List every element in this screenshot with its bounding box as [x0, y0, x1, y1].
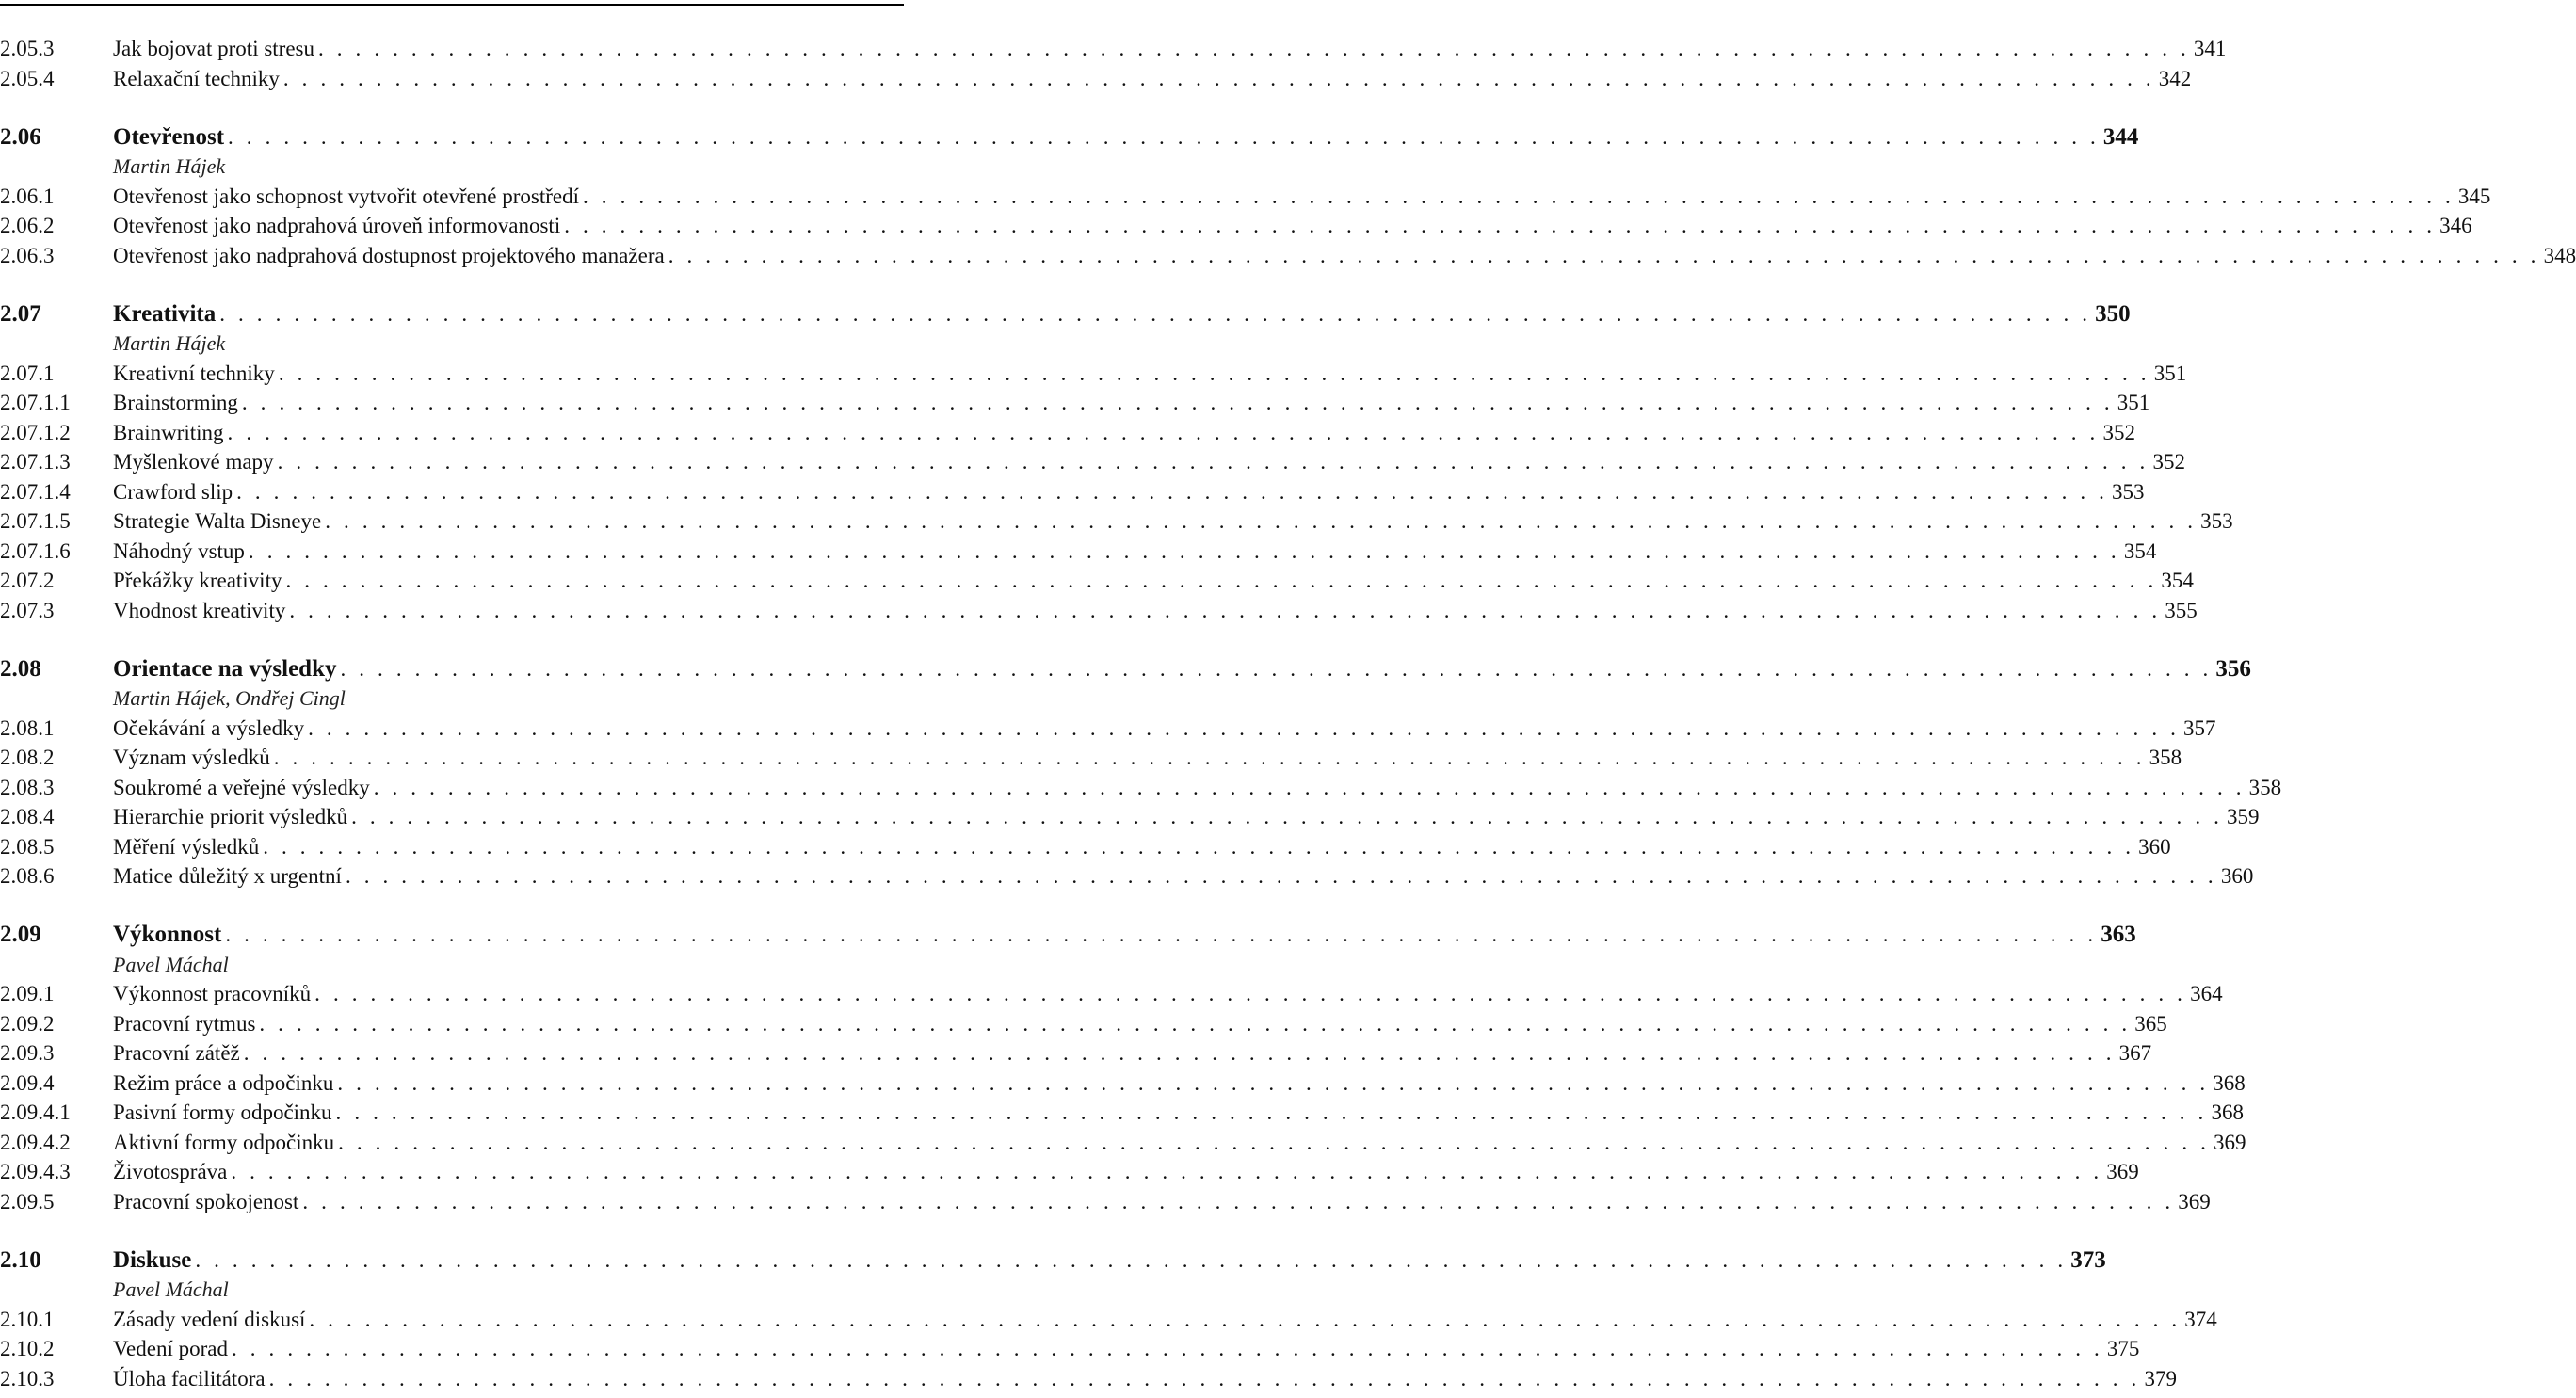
toc-page-number: 341 [2193, 37, 2227, 60]
toc-entry-title-line [113, 1128, 2246, 1158]
toc-entry-number: 2.06.2 [0, 214, 55, 237]
toc-entry-title-line [113, 537, 2157, 567]
toc-page-number: 373 [2070, 1246, 2106, 1273]
toc-leader-dots: . . . . . . . . . . . . . . . . . . . . . . . . . . . . . . . . . . . . . . . . . . . . . . . . . . . . . . . . . . . . . . . . . . . . . . . . . . . . . . . . . . . . . . . . . . . . . . . . . . . . . [373, 775, 2246, 799]
toc-entry-row [0, 506, 2233, 537]
toc-author: Martin Hájek [113, 331, 226, 355]
toc-entry-title-line [113, 329, 899, 359]
table-of-contents [0, 34, 2576, 1393]
toc-leader-dots: . . . . . . . . . . . . . . . . . . . . . . . . . . . . . . . . . . . . . . . . . . . . . . . . . . . . . . . . . . . . . . . . . . . . . . . . . . . . . . . . . . . . . . . . . . . . . . . . . . . . . [228, 124, 2100, 149]
toc-chapter-row [0, 1245, 2106, 1276]
toc-entry-row [0, 1038, 2152, 1069]
toc-entry-title: Diskuse [113, 1246, 192, 1273]
toc-entry-title: Význam výsledků [113, 746, 270, 769]
toc-leader-dots: . . . . . . . . . . . . . . . . . . . . . . . . . . . . . . . . . . . . . . . . . . . . . . . . . . . . . . . . . . . . . . . . . . . . . . . . . . . . . . . . . . . . . . . . . . . . . . . . . . . . . [243, 1041, 2116, 1065]
toc-entry-title: Matice důležitý x urgentní [113, 864, 342, 888]
toc-entry-row [0, 477, 2145, 507]
toc-entry-row [0, 1305, 2217, 1335]
toc-page-number: 354 [2123, 538, 2157, 563]
toc-entry-title: Otevřenost jako nadprahová dostupnost projektového manažera [113, 243, 665, 267]
toc-entry-title-line [113, 1069, 2246, 1099]
toc-page-number: 346 [2439, 214, 2472, 237]
toc-entry-title: Otevřenost jako schopnost vytvořit otevřené prostředí [113, 184, 580, 208]
toc-author: Pavel Máchal [113, 1277, 229, 1301]
toc-entry-title-line [113, 654, 2251, 684]
toc-page-number: 369 [2106, 1160, 2139, 1183]
toc-entry-number: 2.06.1 [0, 184, 55, 208]
toc-entry-row [0, 1334, 2140, 1364]
toc-leader-dots: . . . . . . . . . . . . . . . . . . . . . . . . . . . . . . . . . . . . . . . . . . . . . . . . . . . . . . . . . . . . . . . . . . . . . . . . . . . . . . . . . . . . . . . . . . . . . . . . . . . . . [318, 37, 2190, 60]
toc-leader-dots: . . . . . . . . . . . . . . . . . . . . . . . . . . . . . . . . . . . . . . . . . . . . . . . . . . . . . . . . . . . . . . . . . . . . . . . . . . . . . . . . . . . . . . . . . . . . . . . . . . . . . [314, 982, 2187, 1005]
toc-entry-title: Crawford slip [113, 479, 233, 504]
toc-entry-row [0, 1128, 2246, 1158]
toc-page-number: 375 [2106, 1337, 2140, 1360]
toc-leader-dots: . . . . . . . . . . . . . . . . . . . . . . . . . . . . . . . . . . . . . . . . . . . . . . . . . . . . . . . . . . . . . . . . . . . . . . . . . . . . . . . . . . . . . . . . . . . . . . . . . . . . . [268, 1366, 2141, 1390]
toc-leader-dots: . . . . . . . . . . . . . . . . . . . . . . . . . . . . . . . . . . . . . . . . . . . . . . . . . . . . . . . . . . . . . . . . . . . . . . . . . . . . . . . . . . . . . . . . . . . . . . . . . . . . . [195, 1247, 2068, 1272]
toc-page-number: 379 [2144, 1366, 2177, 1390]
toc-entry-title-line [113, 506, 2233, 537]
toc-entry-title-line [113, 1038, 2152, 1069]
toc-page-number: 358 [2149, 746, 2182, 769]
toc-entry-row [0, 182, 2491, 212]
toc-entry-title: Kreativita [113, 300, 217, 327]
top-rule [0, 4, 904, 6]
toc-entry-title: Pracovní spokojenost [113, 1189, 299, 1213]
toc-entry-number: 2.05.4 [0, 66, 55, 90]
toc-entry-number: 2.08.4 [0, 805, 55, 828]
toc-page-number: 360 [2220, 864, 2254, 888]
toc-page-number: 354 [2161, 569, 2194, 592]
toc-entry-number: 2.09.4.1 [0, 1101, 71, 1124]
toc-page-number: 368 [2213, 1070, 2246, 1095]
toc-page-number: 367 [2118, 1041, 2152, 1065]
toc-entry-number: 2.09.4.2 [0, 1130, 71, 1154]
toc-entry-title: Hierarchie priorit výsledků [113, 805, 348, 828]
toc-entry-row [0, 64, 2192, 94]
toc-entry-number: 2.10 [0, 1246, 41, 1273]
toc-entry-title: Otevřenost jako nadprahová úroveň informovanosti [113, 214, 561, 237]
toc-leader-dots: . . . . . . . . . . . . . . . . . . . . . . . . . . . . . . . . . . . . . . . . . . . . . . . . . . . . . . . . . . . . . . . . . . . . . . . . . . . . . . . . . . . . . . . . . . . . . . . . . . . . . [289, 598, 2162, 622]
toc-entry-number: 2.08.6 [0, 864, 55, 888]
toc-entry-number: 2.09 [0, 922, 41, 947]
toc-entry-title-line [113, 1009, 2167, 1039]
toc-entry-number: 2.07.1 [0, 361, 55, 385]
toc-entry-title-line [113, 832, 2171, 862]
toc-author-row [0, 1275, 899, 1305]
toc-entry-title-line [113, 1187, 2211, 1217]
toc-entry-row [0, 1069, 2246, 1099]
toc-entry-number: 2.08.5 [0, 834, 55, 859]
toc-entry-row [0, 34, 2227, 64]
toc-entry-title-line [113, 979, 2223, 1009]
toc-author-row [0, 152, 899, 182]
toc-leader-dots: . . . . . . . . . . . . . . . . . . . . . . . . . . . . . . . . . . . . . . . . . . . . . . . . . . . . . . . . . . . . . . . . . . . . . . . . . . . . . . . . . . . . . . . . . . . . . . . . . . . . . [325, 509, 2198, 533]
toc-entry-title: Soukromé a veřejné výsledky [113, 775, 370, 799]
toc-page-number: 352 [2102, 420, 2135, 444]
toc-leader-dots: . . . . . . . . . . . . . . . . . . . . . . . . . . . . . . . . . . . . . . . . . . . . . . . . . . . . . . . . . . . . . . . . . . . . . . . . . . . . . . . . . . . . . . . . . . . . . . . . . . . . . [227, 420, 2100, 444]
toc-entry-number: 2.08.2 [0, 746, 55, 769]
toc-leader-dots: . . . . . . . . . . . . . . . . . . . . . . . . . . . . . . . . . . . . . . . . . . . . . . . . . . . . . . . . . . . . . . . . . . . . . . . . . . . . . . . . . . . . . . . . . . . . . . . . . . . . . [302, 1189, 2175, 1213]
toc-entry-row [0, 596, 2198, 626]
toc-page-number: 342 [2158, 66, 2192, 90]
toc-leader-dots: . . . . . . . . . . . . . . . . . . . . . . . . . . . . . . . . . . . . . . . . . . . . . . . . . . . . . . . . . . . . . . . . . . . . . . . . . . . . . . . . . . . . . . . . . . . . . . . . . . . . . [248, 538, 2120, 563]
toc-leader-dots: . . . . . . . . . . . . . . . . . . . . . . . . . . . . . . . . . . . . . . . . . . . . . . . . . . . . . . . . . . . . . . . . . . . . . . . . . . . . . . . . . . . . . . . . . . . . . . . . . . . . . [337, 1070, 2210, 1095]
toc-entry-number: 2.09.1 [0, 982, 55, 1005]
toc-entry-title-line [113, 1157, 2139, 1187]
toc-author-row [0, 950, 899, 980]
toc-entry-number: 2.05.3 [0, 37, 55, 60]
toc-entry-title-line [113, 773, 2282, 803]
toc-leader-dots: . . . . . . . . . . . . . . . . . . . . . . . . . . . . . . . . . . . . . . . . . . . . . . . . . . . . . . . . . . . . . . . . . . . . . . . . . . . . . . . . . . . . . . . . . . . . . . . . . . . . . [225, 923, 2098, 946]
toc-page-number: 352 [2152, 450, 2185, 474]
toc-page-number: 351 [2117, 391, 2150, 414]
toc-leader-dots: . . . . . . . . . . . . . . . . . . . . . . . . . . . . . . . . . . . . . . . . . . . . . . . . . . . . . . . . . . . . . . . . . . . . . . . . . . . . . . . . . . . . . . . . . . . . . . . . . . . . . [232, 1337, 2103, 1360]
toc-entry-row [0, 1364, 2177, 1394]
toc-entry-title-line [113, 743, 2182, 773]
toc-page-number: 363 [2101, 922, 2136, 947]
toc-entry-row [0, 418, 2135, 448]
toc-entry-title: Vedení porad [113, 1337, 228, 1360]
toc-page-number: 369 [2178, 1189, 2211, 1213]
toc-entry-title: Zásady vedení diskusí [113, 1307, 306, 1331]
toc-entry-number: 2.06 [0, 123, 41, 150]
toc-page-number: 368 [2211, 1101, 2244, 1124]
toc-entry-title: Strategie Walta Disneye [113, 509, 322, 533]
toc-entry-number: 2.06.3 [0, 243, 55, 267]
toc-entry-title: Pracovní rytmus [113, 1011, 256, 1036]
toc-entry-title-line [113, 683, 899, 714]
toc-page-number: 353 [2200, 509, 2233, 533]
toc-leader-dots: . . . . . . . . . . . . . . . . . . . . . . . . . . . . . . . . . . . . . . . . . . . . . . . . . . . . . . . . . . . . . . . . . . . . . . . . . . . . . . . . . . . . . . . . . . . . . . . . . . . . . [231, 1160, 2103, 1183]
toc-entry-title: Životospráva [113, 1160, 228, 1183]
toc-leader-dots: . . . . . . . . . . . . . . . . . . . . . . . . . . . . . . . . . . . . . . . . . . . . . . . . . . . . . . . . . . . . . . . . . . . . . . . . . . . . . . . . . . . . . . . . . . . . . . . . . . . . . [668, 243, 2540, 267]
toc-entry-title-line [113, 714, 2216, 744]
toc-entry-title-line [113, 861, 2254, 892]
toc-entry-title: Orientace na výsledky [113, 655, 337, 682]
toc-entry-row [0, 537, 2157, 567]
toc-entry-title: Režim práce a odpočinku [113, 1070, 334, 1095]
toc-entry-title-line [113, 241, 2576, 271]
toc-page-number: 348 [2543, 243, 2576, 267]
toc-entry-row [0, 832, 2171, 862]
toc-page-number: 374 [2184, 1307, 2217, 1331]
toc-entry-title-line [113, 802, 2260, 832]
toc-entry-title-line [113, 1245, 2106, 1276]
toc-page-number: 355 [2165, 598, 2198, 622]
toc-leader-dots: . . . . . . . . . . . . . . . . . . . . . . . . . . . . . . . . . . . . . . . . . . . . . . . . . . . . . . . . . . . . . . . . . . . . . . . . . . . . . . . . . . . . . . . . . . . . . . . . . . . . . [564, 214, 2437, 237]
toc-entry-row [0, 1157, 2139, 1187]
toc-entry-title: Vhodnost kreativity [113, 598, 286, 622]
toc-page-number: 356 [2215, 655, 2251, 682]
toc-entry-row [0, 211, 2472, 241]
toc-entry-title-line [113, 299, 2131, 329]
toc-entry-number: 2.08.3 [0, 775, 55, 799]
toc-page-number: 369 [2213, 1130, 2246, 1154]
toc-chapter-row [0, 122, 2139, 153]
toc-leader-dots: . . . . . . . . . . . . . . . . . . . . . . . . . . . . . . . . . . . . . . . . . . . . . . . . . . . . . . . . . . . . . . . . . . . . . . . . . . . . . . . . . . . . . . . . . . . . . . . . . . . . . [219, 301, 2092, 326]
toc-entry-title: Náhodný vstup [113, 538, 245, 563]
toc-entry-row [0, 714, 2216, 744]
toc-entry-row [0, 388, 2150, 418]
toc-entry-title-line [113, 1334, 2140, 1364]
toc-entry-number: 2.09.5 [0, 1189, 55, 1213]
toc-entry-title: Otevřenost [113, 123, 225, 150]
toc-leader-dots: . . . . . . . . . . . . . . . . . . . . . . . . . . . . . . . . . . . . . . . . . . . . . . . . . . . . . . . . . . . . . . . . . . . . . . . . . . . . . . . . . . . . . . . . . . . . . . . . . . . . . [263, 834, 2135, 859]
toc-entry-title: Myšlenkové mapy [113, 450, 274, 474]
toc-entry-row [0, 447, 2185, 477]
toc-entry-title-line [113, 1275, 899, 1305]
toc-author-row [0, 683, 899, 714]
toc-page-number: 353 [2112, 479, 2145, 504]
toc-entry-title-line [113, 34, 2227, 64]
toc-entry-number: 2.07 [0, 300, 41, 327]
toc-page-number: 344 [2102, 123, 2139, 150]
toc-entry-title: Brainstorming [113, 391, 238, 414]
toc-entry-title: Jak bojovat proti stresu [113, 37, 314, 60]
toc-entry-number: 2.07.1.1 [0, 391, 71, 414]
toc-entry-title-line [113, 950, 899, 980]
toc-entry-row [0, 566, 2194, 596]
toc-entry-title: Úloha facilitátora [113, 1366, 266, 1390]
toc-leader-dots: . . . . . . . . . . . . . . . . . . . . . . . . . . . . . . . . . . . . . . . . . . . . . . . . . . . . . . . . . . . . . . . . . . . . . . . . . . . . . . . . . . . . . . . . . . . . . . . . . . . . . [335, 1101, 2208, 1124]
toc-entry-number: 2.07.3 [0, 598, 55, 622]
toc-entry-number: 2.09.3 [0, 1041, 55, 1065]
toc-entry-title-line [113, 447, 2185, 477]
toc-entry-row [0, 802, 2260, 832]
toc-entry-title: Výkonnost pracovníků [113, 982, 312, 1005]
toc-chapter-row [0, 654, 2251, 684]
toc-chapter-row [0, 920, 2136, 950]
toc-entry-title: Měření výsledků [113, 834, 260, 859]
toc-page-number: 365 [2134, 1011, 2167, 1036]
toc-entry-title-line [113, 359, 2187, 389]
toc-entry-title: Pracovní zátěž [113, 1041, 240, 1065]
toc-entry-title-line [113, 211, 2472, 241]
toc-entry-number: 2.07.1.6 [0, 538, 71, 563]
toc-entry-title-line [113, 596, 2198, 626]
toc-leader-dots: . . . . . . . . . . . . . . . . . . . . . . . . . . . . . . . . . . . . . . . . . . . . . . . . . . . . . . . . . . . . . . . . . . . . . . . . . . . . . . . . . . . . . . . . . . . . . . . . . . . . . [309, 1307, 2182, 1331]
toc-page-number: 350 [2095, 300, 2131, 327]
toc-entry-number: 2.09.4 [0, 1070, 55, 1095]
toc-leader-dots: . . . . . . . . . . . . . . . . . . . . . . . . . . . . . . . . . . . . . . . . . . . . . . . . . . . . . . . . . . . . . . . . . . . . . . . . . . . . . . . . . . . . . . . . . . . . . . . . . . . . . [277, 450, 2149, 474]
toc-entry-number: 2.07.1.4 [0, 479, 71, 504]
toc-entry-title-line [113, 1098, 2244, 1128]
toc-page-number: 345 [2457, 184, 2491, 208]
toc-page-number: 364 [2190, 982, 2223, 1005]
toc-entry-title-line [113, 182, 2491, 212]
toc-entry-title: Výkonnost [113, 922, 222, 947]
toc-entry-number: 2.10.3 [0, 1366, 55, 1390]
toc-leader-dots: . . . . . . . . . . . . . . . . . . . . . . . . . . . . . . . . . . . . . . . . . . . . . . . . . . . . . . . . . . . . . . . . . . . . . . . . . . . . . . . . . . . . . . . . . . . . . . . . . . . . . [236, 479, 2109, 504]
toc-entry-title-line [113, 566, 2194, 596]
toc-page-number: 359 [2226, 805, 2260, 828]
toc-entry-row [0, 1187, 2211, 1217]
toc-entry-title: Kreativní techniky [113, 361, 275, 385]
toc-leader-dots: . . . . . . . . . . . . . . . . . . . . . . . . . . . . . . . . . . . . . . . . . . . . . . . . . . . . . . . . . . . . . . . . . . . . . . . . . . . . . . . . . . . . . . . . . . . . . . . . . . . . . [583, 184, 2455, 208]
toc-entry-title-line [113, 920, 2136, 950]
toc-entry-row [0, 1009, 2167, 1039]
toc-entry-row [0, 979, 2223, 1009]
toc-leader-dots: . . . . . . . . . . . . . . . . . . . . . . . . . . . . . . . . . . . . . . . . . . . . . . . . . . . . . . . . . . . . . . . . . . . . . . . . . . . . . . . . . . . . . . . . . . . . . . . . . . . . . [273, 746, 2146, 769]
toc-leader-dots: . . . . . . . . . . . . . . . . . . . . . . . . . . . . . . . . . . . . . . . . . . . . . . . . . . . . . . . . . . . . . . . . . . . . . . . . . . . . . . . . . . . . . . . . . . . . . . . . . . . . . [340, 656, 2213, 681]
toc-leader-dots: . . . . . . . . . . . . . . . . . . . . . . . . . . . . . . . . . . . . . . . . . . . . . . . . . . . . . . . . . . . . . . . . . . . . . . . . . . . . . . . . . . . . . . . . . . . . . . . . . . . . . [278, 361, 2150, 385]
toc-entry-row [0, 359, 2187, 389]
toc-entry-title-line [113, 122, 2139, 153]
toc-entry-number: 2.09.4.3 [0, 1160, 71, 1183]
toc-entry-title: Překážky kreativity [113, 569, 282, 592]
toc-entry-number: 2.09.2 [0, 1011, 55, 1036]
toc-entry-number: 2.08 [0, 655, 41, 682]
toc-entry-title-line [113, 152, 899, 182]
toc-entry-title-line [113, 64, 2192, 94]
toc-leader-dots: . . . . . . . . . . . . . . . . . . . . . . . . . . . . . . . . . . . . . . . . . . . . . . . . . . . . . . . . . . . . . . . . . . . . . . . . . . . . . . . . . . . . . . . . . . . . . . . . . . . . . [259, 1011, 2132, 1036]
toc-page-number: 360 [2138, 834, 2171, 859]
toc-leader-dots: . . . . . . . . . . . . . . . . . . . . . . . . . . . . . . . . . . . . . . . . . . . . . . . . . . . . . . . . . . . . . . . . . . . . . . . . . . . . . . . . . . . . . . . . . . . . . . . . . . . . . [351, 805, 2223, 828]
toc-entry-title-line [113, 418, 2135, 448]
toc-entry-title: Pasivní formy odpočinku [113, 1101, 332, 1124]
toc-entry-row [0, 743, 2182, 773]
toc-leader-dots: . . . . . . . . . . . . . . . . . . . . . . . . . . . . . . . . . . . . . . . . . . . . . . . . . . . . . . . . . . . . . . . . . . . . . . . . . . . . . . . . . . . . . . . . . . . . . . . . . . . . . [308, 715, 2180, 740]
toc-entry-number: 2.07.1.2 [0, 420, 71, 444]
toc-author: Martin Hájek, Ondřej Cingl [113, 686, 346, 710]
toc-leader-dots: . . . . . . . . . . . . . . . . . . . . . . . . . . . . . . . . . . . . . . . . . . . . . . . . . . . . . . . . . . . . . . . . . . . . . . . . . . . . . . . . . . . . . . . . . . . . . . . . . . . . . [282, 66, 2155, 90]
toc-entry-row [0, 241, 2576, 271]
toc-leader-dots: . . . . . . . . . . . . . . . . . . . . . . . . . . . . . . . . . . . . . . . . . . . . . . . . . . . . . . . . . . . . . . . . . . . . . . . . . . . . . . . . . . . . . . . . . . . . . . . . . . . . . [345, 864, 2217, 888]
toc-entry-row [0, 773, 2282, 803]
toc-chapter-row [0, 299, 2131, 329]
toc-entry-number: 2.08.1 [0, 715, 55, 740]
toc-page-number: 358 [2248, 775, 2282, 799]
toc-entry-title: Očekávání a výsledky [113, 715, 305, 740]
toc-entry-row [0, 1098, 2244, 1128]
toc-entry-number: 2.07.1.3 [0, 450, 71, 474]
toc-entry-title: Aktivní formy odpočinku [113, 1130, 335, 1154]
toc-entry-title-line [113, 1364, 2177, 1394]
toc-entry-number: 2.10.2 [0, 1337, 55, 1360]
toc-entry-title-line [113, 1305, 2217, 1335]
toc-entry-title: Brainwriting [113, 420, 224, 444]
toc-entry-row [0, 861, 2254, 892]
toc-leader-dots: . . . . . . . . . . . . . . . . . . . . . . . . . . . . . . . . . . . . . . . . . . . . . . . . . . . . . . . . . . . . . . . . . . . . . . . . . . . . . . . . . . . . . . . . . . . . . . . . . . . . . [338, 1130, 2210, 1154]
toc-entry-title: Relaxační techniky [113, 66, 280, 90]
toc-entry-number: 2.10.1 [0, 1307, 55, 1331]
toc-entry-title-line [113, 477, 2145, 507]
toc-leader-dots: . . . . . . . . . . . . . . . . . . . . . . . . . . . . . . . . . . . . . . . . . . . . . . . . . . . . . . . . . . . . . . . . . . . . . . . . . . . . . . . . . . . . . . . . . . . . . . . . . . . . . [285, 569, 2158, 592]
toc-entry-title-line [113, 388, 2150, 418]
toc-entry-number: 2.07.2 [0, 569, 55, 592]
toc-leader-dots: . . . . . . . . . . . . . . . . . . . . . . . . . . . . . . . . . . . . . . . . . . . . . . . . . . . . . . . . . . . . . . . . . . . . . . . . . . . . . . . . . . . . . . . . . . . . . . . . . . . . . [241, 391, 2114, 414]
toc-author: Pavel Máchal [113, 952, 229, 976]
toc-entry-number: 2.07.1.5 [0, 509, 71, 533]
toc-page-number: 357 [2182, 715, 2216, 740]
toc-author: Martin Hájek [113, 154, 226, 178]
toc-author-row [0, 329, 899, 359]
toc-page-number: 351 [2153, 361, 2187, 385]
